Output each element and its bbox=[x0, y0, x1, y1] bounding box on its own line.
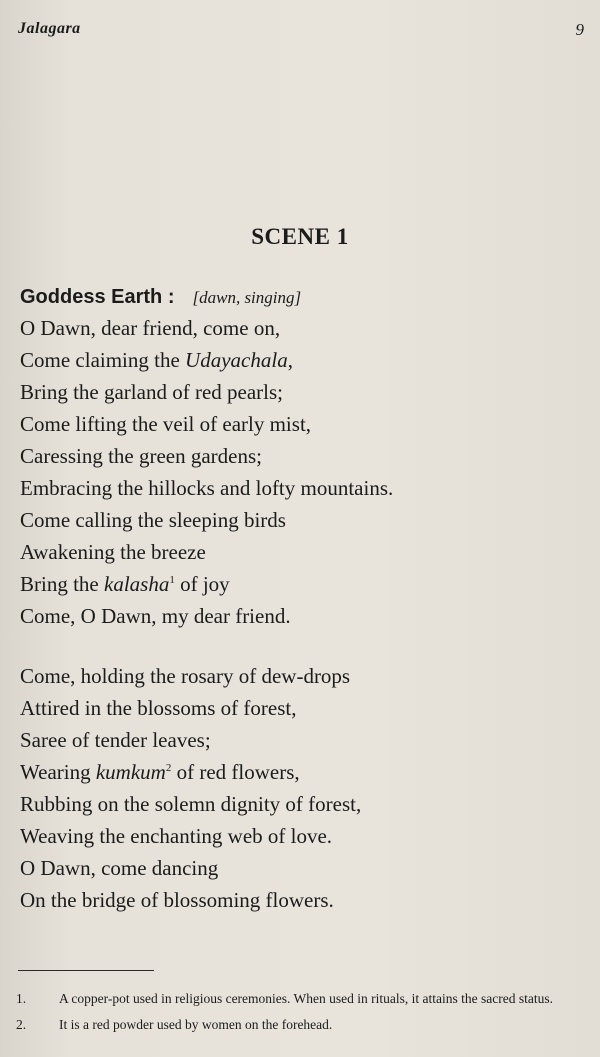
speaker-line bbox=[20, 280, 590, 312]
footnote-number: 2. bbox=[16, 1017, 27, 1032]
verse-line: Caressing the green gardens; bbox=[20, 444, 263, 468]
stage-direction: [dawn, singing] bbox=[192, 288, 302, 307]
page-number: 9 bbox=[575, 20, 584, 39]
footnote-1 bbox=[16, 990, 586, 1007]
verse-line: O Dawn, come dancing bbox=[20, 856, 219, 880]
verse-line: Rubbing on the solemn dignity of forest, bbox=[20, 792, 362, 816]
verse-line: Saree of tender leaves; bbox=[20, 728, 211, 752]
verse-stanza-1 bbox=[20, 280, 590, 632]
verse-line: Come calling the sleeping birds bbox=[20, 508, 286, 532]
scene-title: SCENE 1 bbox=[251, 224, 349, 249]
footnote-divider bbox=[18, 970, 154, 971]
italic-term: Udayachala bbox=[185, 348, 288, 372]
verse-line: Bring the kalasha$^1$ of joy bbox=[20, 572, 230, 596]
verse-line: O Dawn, dear friend, come on, bbox=[20, 316, 281, 340]
verse-line: Awakening the breeze bbox=[20, 540, 206, 564]
verse-line: Embracing the hillocks and lofty mountains. bbox=[20, 476, 394, 500]
running-head bbox=[18, 20, 588, 44]
italic-term: kalasha bbox=[104, 572, 170, 596]
verse-line: Come, O Dawn, my dear friend. bbox=[20, 604, 291, 628]
verse-line: Come, holding the rosary of dew-drops bbox=[20, 664, 351, 688]
verse-line: Weaving the enchanting web of love. bbox=[20, 824, 333, 848]
footnote-text: It is a red powder used by women on the forehead. bbox=[59, 1017, 333, 1032]
footnote-2 bbox=[16, 1016, 586, 1033]
footnote-ref: 2 bbox=[165, 762, 172, 774]
verse-line: Come lifting the veil of early mist, bbox=[20, 412, 312, 436]
verse-line: Bring the garland of red pearls; bbox=[20, 380, 283, 404]
footnote-number: 1. bbox=[16, 991, 27, 1006]
verse-line: Come claiming the Udayachala, bbox=[20, 348, 293, 372]
footnotes bbox=[16, 990, 586, 1042]
verse-stanza-2 bbox=[20, 660, 590, 916]
verse-line: On the bridge of blossoming flowers. bbox=[20, 888, 334, 912]
verse-line: Wearing kumkum$^2$ of red flowers, bbox=[20, 760, 300, 784]
running-head-title: Jalagara bbox=[18, 20, 81, 37]
italic-term: kumkum bbox=[95, 760, 166, 784]
speaker-name: Goddess Earth : bbox=[20, 286, 175, 308]
verse-line: Attired in the blossoms of forest, bbox=[20, 696, 297, 720]
footnote-ref: 1 bbox=[169, 574, 175, 586]
footnote-text: A copper-pot used in religious ceremonies. When used in rituals, it attains the sacred status. bbox=[59, 991, 553, 1006]
